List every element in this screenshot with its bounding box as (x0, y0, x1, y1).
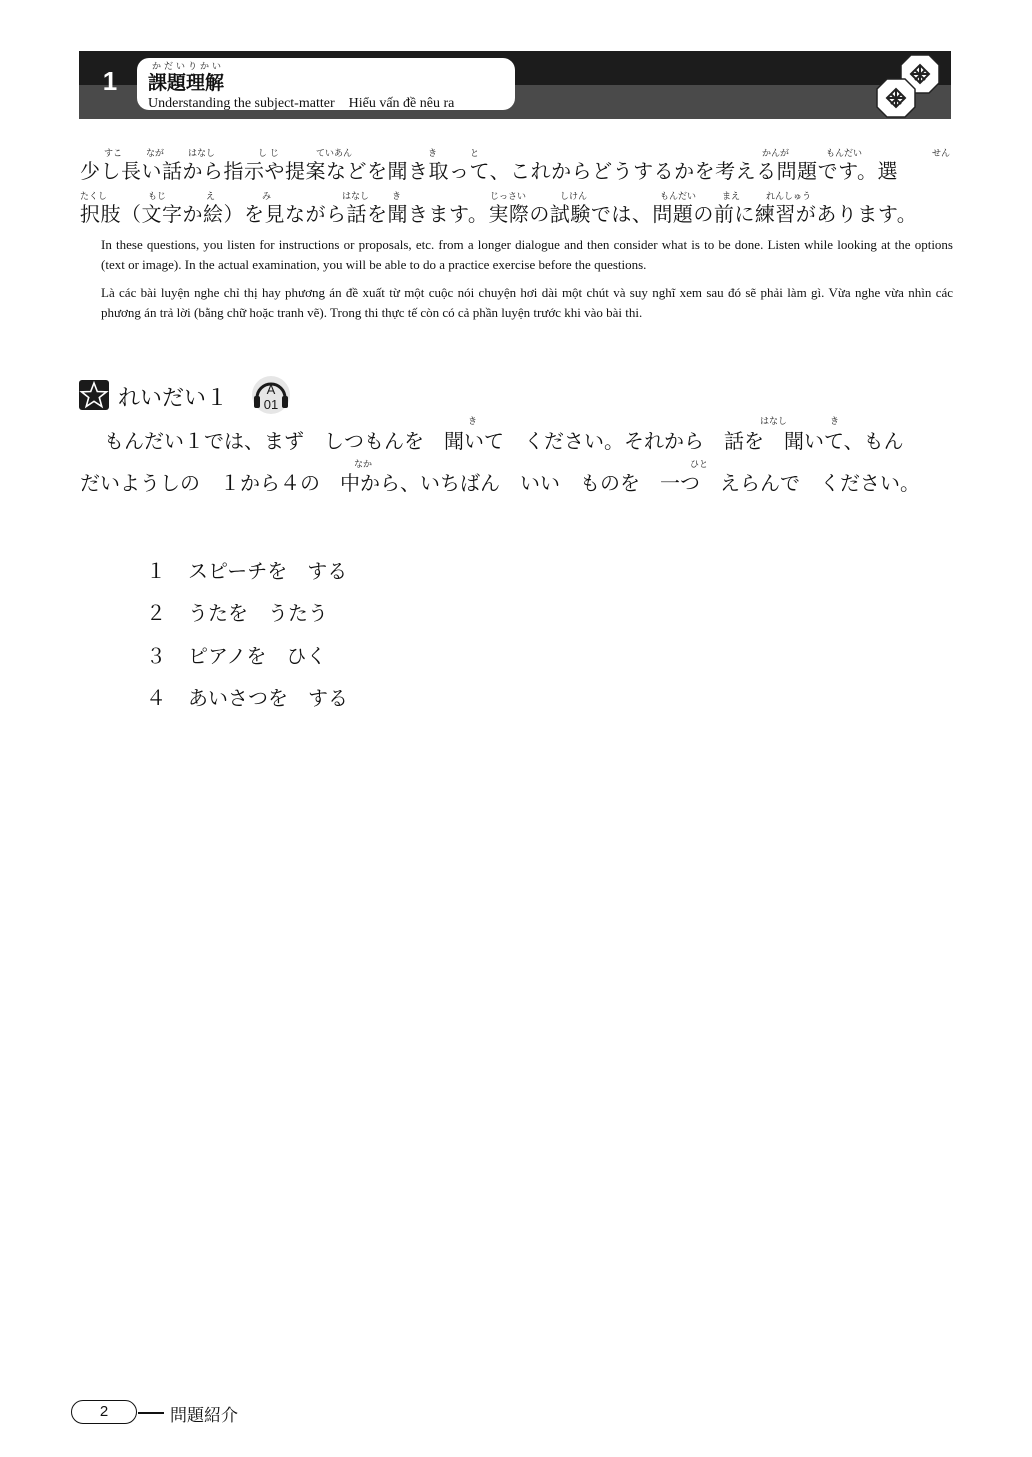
answer-option[interactable] (146, 591, 348, 634)
ruby: ていあん (316, 149, 353, 159)
answer-option[interactable] (146, 548, 348, 591)
ruby: しけん (560, 192, 588, 202)
ruby: き (830, 417, 840, 427)
ruby: もんだい (660, 192, 697, 202)
footer-rule (138, 1412, 164, 1414)
ruby: き (468, 417, 478, 427)
star-icon (79, 380, 109, 410)
ruby: え (206, 192, 216, 202)
knot-ornament-icon (875, 53, 945, 119)
ruby: じっさい (490, 192, 527, 202)
instruction-line-2: だいようしの １から４の 中から、いちばん いい ものを 一つ えらんで ください。 (80, 471, 920, 495)
option-number: ４ (146, 686, 166, 711)
ruby: と (470, 149, 480, 159)
example-title: れいだい１ (118, 386, 229, 411)
ruby: まえ (722, 192, 741, 202)
answer-option[interactable] (146, 676, 348, 719)
footer-section-label: 問題紹介 (170, 1406, 238, 1426)
ruby: み (262, 192, 272, 202)
answer-options (146, 548, 348, 718)
ruby: はなし (760, 417, 788, 427)
intro-vietnamese-text: Là các bài luyện nghe chỉ thị hay phương án đề xuất từ một cuộc nói chuyện hơi dài một chút và suy nghĩ xem sau đó sẽ phải làm gì. Vừa nghe vừa nhìn các phương án trả lời (bằng chữ hoặc tranh vẽ). Trong thi thực tế còn có cả phần luyện trước khi vào bài thi. (101, 285, 953, 320)
option-text: スピーチを する (188, 558, 348, 583)
ruby: はなし (342, 192, 370, 202)
page-number: 2 (71, 1400, 137, 1424)
ruby: なか (354, 460, 373, 470)
title-english-vietnamese: Understanding the subject-matter Hiểu vấn đề nêu ra (148, 96, 455, 111)
title-ruby: かだいりかい (152, 62, 225, 72)
section-number: 1 (102, 66, 118, 96)
option-text: うたを うたう (188, 601, 328, 626)
ruby: し じ (258, 149, 279, 159)
intro-japanese-line-2: 択肢（文字か絵）を見ながら話を聞きます。実際の試験では、問題の前に練習があります。 (80, 202, 918, 226)
option-number: ２ (146, 601, 166, 626)
headphones-audio-track-icon[interactable] (250, 374, 292, 416)
audio-track-number: 01 (263, 397, 279, 412)
ruby: たくし (80, 192, 108, 202)
ruby: もんだい (826, 149, 863, 159)
ruby: れんしゅう (766, 192, 812, 202)
option-number: ３ (146, 643, 166, 668)
title-japanese: 課題理解 (148, 72, 225, 94)
ruby: せん (932, 149, 951, 159)
ruby: き (392, 192, 402, 202)
option-text: ピアノを ひく (188, 643, 327, 668)
ruby: なが (146, 149, 165, 159)
answer-option[interactable] (146, 633, 348, 676)
ruby: き (428, 149, 438, 159)
ruby: もじ (148, 192, 167, 202)
audio-letter: A (266, 382, 276, 397)
option-number: １ (146, 558, 166, 583)
ruby: かんが (762, 149, 790, 159)
ruby: はなし (188, 149, 216, 159)
ruby: ひと (690, 460, 709, 470)
option-text: あいさつを する (188, 686, 348, 711)
instruction-line-1: もんだい１では、まず しつもんを 聞いて ください。それから 話を 聞いて、もん (104, 429, 904, 453)
intro-english-text: In these questions, you listen for instructions or proposals, etc. from a longer dialogue and then consider what is to be done. Listen while looking at the options (text or image). In the actual examination, you will be able to do a practice exercise before the questions. (101, 237, 953, 272)
intro-japanese-line-1: 少し長い話から指示や提案などを聞き取って、これからどうするかを考える問題です。選 (80, 159, 898, 183)
ruby: すこ (104, 149, 123, 159)
